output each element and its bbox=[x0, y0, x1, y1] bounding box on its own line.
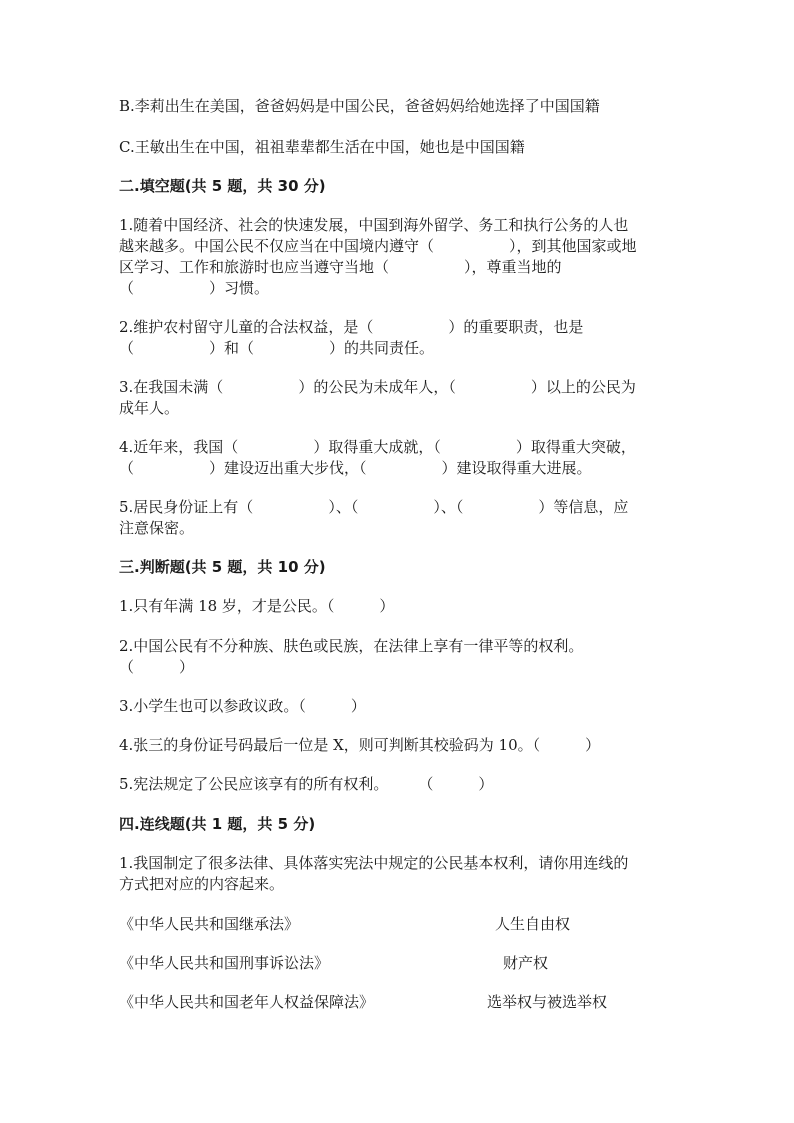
fill-q5-line2: 注意保密。 bbox=[119, 519, 195, 537]
fill-q3-line2: 成年人。 bbox=[119, 399, 180, 417]
fill-q4-line1: 4.近年来，我国（ ）取得重大成就，（ ）取得重大突破， bbox=[119, 438, 636, 456]
fill-q3-line1: 3.在我国未满（ ）的公民为未成年人，（ ）以上的公民为 bbox=[119, 378, 636, 396]
section-heading-fill-blank: 二.填空题(共 5 题，共 30 分) bbox=[119, 177, 326, 195]
fill-q2-line1: 2.维护农村留守儿童的合法权益，是（ ）的重要职责，也是 bbox=[119, 318, 584, 336]
fill-q2-line2: （ ）和（ ）的共同责任。 bbox=[119, 339, 435, 357]
fill-q1-line4: （ ）习惯。 bbox=[119, 279, 270, 297]
judge-q2-line2: （ ） bbox=[119, 658, 195, 676]
match-right-item-1: 人生自由权 bbox=[495, 915, 571, 933]
match-left-item-1: 《中华人民共和国继承法》 bbox=[119, 915, 300, 933]
judge-q5: 5.宪法规定了公民应该享有的所有权利。 （ ） bbox=[119, 775, 494, 793]
fill-q5-line1: 5.居民身份证上有（ ）、（ ）、（ ）等信息，应 bbox=[119, 498, 629, 516]
choice-option-b: B.李莉出生在美国，爸爸妈妈是中国公民，爸爸妈妈给她选择了中国国籍 bbox=[119, 97, 600, 115]
fill-q1-line3: 区学习、工作和旅游时也应当遵守当地（ ），尊重当地的 bbox=[119, 258, 562, 276]
judge-q3: 3.小学生也可以参政议政。（ ） bbox=[119, 697, 366, 715]
match-right-item-3: 选举权与被选举权 bbox=[487, 993, 608, 1011]
judge-q4: 4.张三的身份证号码最后一位是 X，则可判断其校验码为 10。（ ） bbox=[119, 736, 601, 754]
match-left-item-3: 《中华人民共和国老年人权益保障法》 bbox=[119, 993, 375, 1011]
section-heading-matching: 四.连线题(共 1 题，共 5 分) bbox=[119, 815, 316, 833]
choice-option-c: C.王敏出生在中国，祖祖辈辈都生活在中国，她也是中国国籍 bbox=[119, 138, 525, 156]
judge-q2-line1: 2.中国公民有不分种族、肤色或民族，在法律上享有一律平等的权利。 bbox=[119, 637, 584, 655]
match-q1-line1: 1.我国制定了很多法律、具体落实宪法中规定的公民基本权利，请你用连线的 bbox=[119, 854, 629, 872]
match-left-item-2: 《中华人民共和国刑事诉讼法》 bbox=[119, 954, 330, 972]
match-right-item-2: 财产权 bbox=[503, 954, 549, 972]
section-heading-judge: 三.判断题(共 5 题，共 10 分) bbox=[119, 558, 326, 576]
fill-q1-line2: 越来越多。中国公民不仅应当在中国境内遵守（ ），到其他国家或地 bbox=[119, 237, 637, 255]
fill-q4-line2: （ ）建设迈出重大步伐，（ ）建设取得重大进展。 bbox=[119, 459, 592, 477]
fill-q1-line1: 1.随着中国经济、社会的快速发展，中国到海外留学、务工和执行公务的人也 bbox=[119, 216, 629, 234]
judge-q1: 1.只有年满 18 岁，才是公民。（ ） bbox=[119, 597, 395, 615]
match-q1-line2: 方式把对应的内容起来。 bbox=[119, 875, 285, 893]
